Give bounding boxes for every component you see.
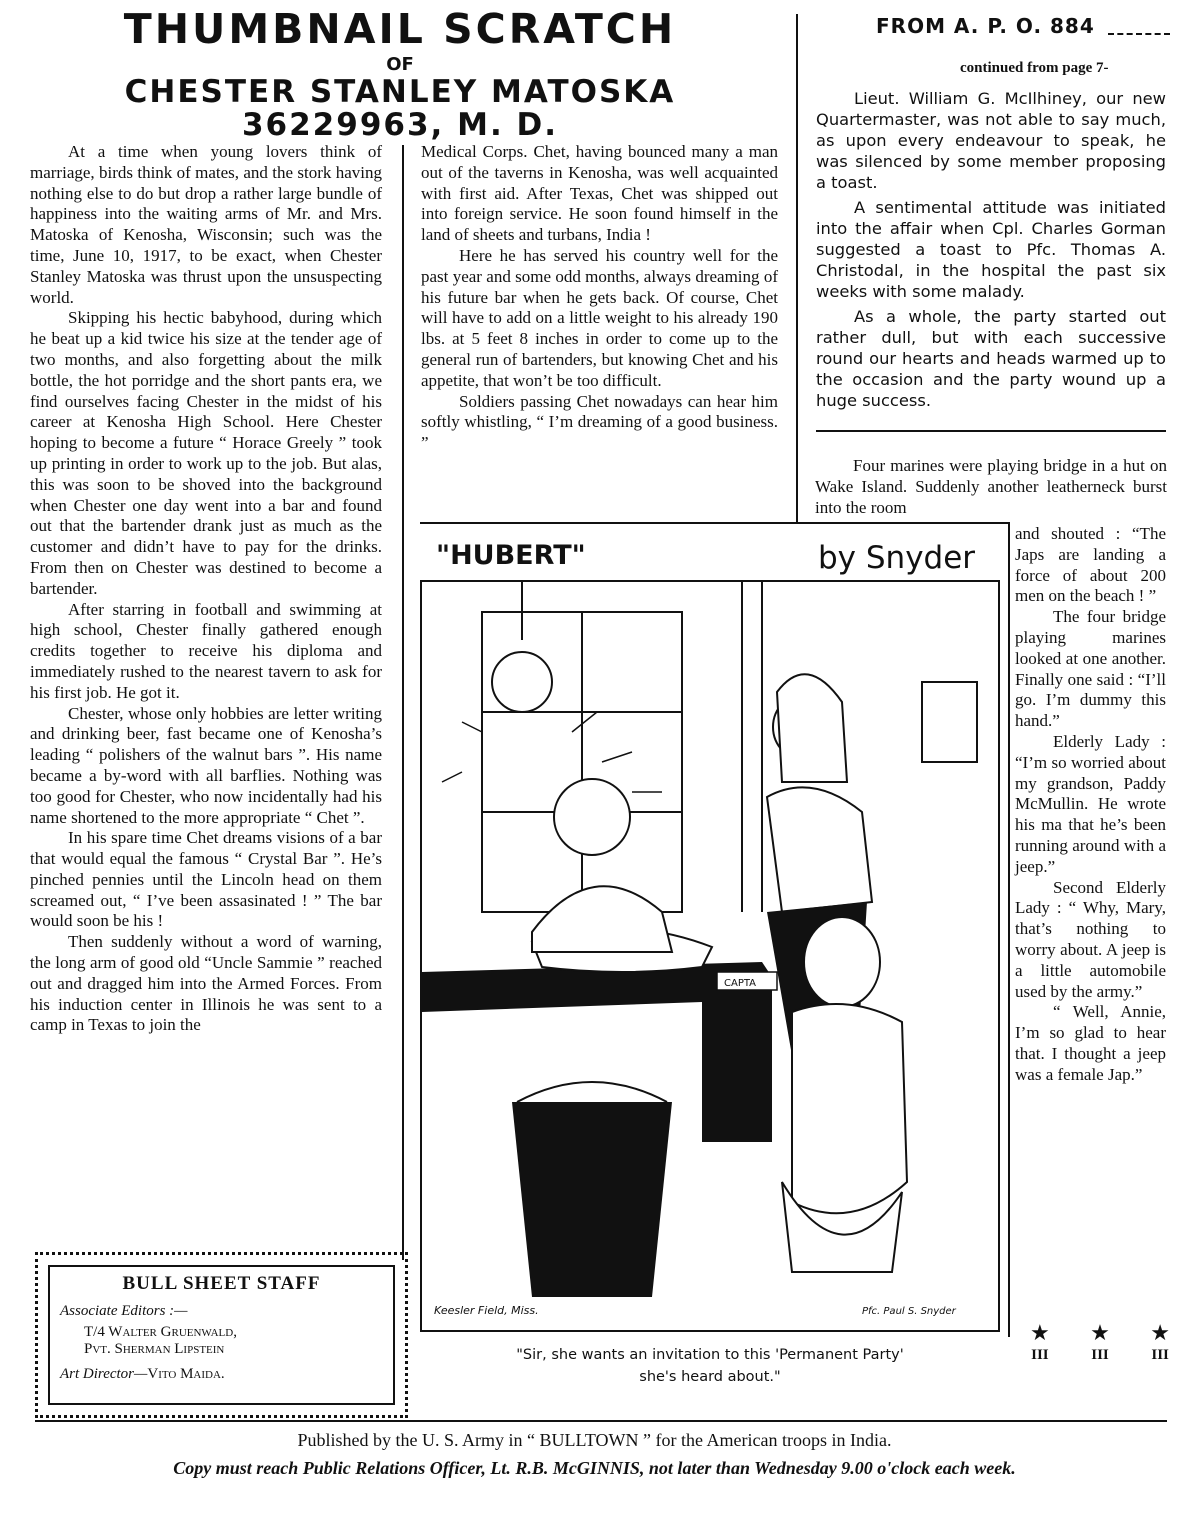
- bars-icon: III: [1151, 1347, 1169, 1363]
- col1-paragraph: At a time when young lovers think of marriage, birds think of mates, and the stork having nothing else to do but drop a rather large bundle of happiness into the waiting arms of Mr. and Mrs. Matoska of Kenosha, Wisconsin; such was the time, June 10, 1917, to be exact, when Chester Stanley Matoska was thrust upon the unsuspecting world.: [30, 142, 382, 307]
- staff-box: [35, 1252, 408, 1418]
- caption-line: she's heard about.": [639, 1369, 781, 1385]
- art-director-label: Art Director—: [60, 1366, 148, 1382]
- caption-line: "Sir, she wants an invitation to this 'Permanent Party': [516, 1347, 904, 1363]
- masthead-name: CHESTER STANLEY MATOSKA: [124, 74, 676, 110]
- art-director: [60, 1366, 393, 1383]
- cartoon-title: "HUBERT": [436, 540, 586, 571]
- col1-paragraph: Then suddenly without a word of warning, the long arm of good old “Uncle Sammie ” reached out and dragged him into the Armed Forces. From his induction center in Illinois he was sent to a camp in Texas to join the: [30, 932, 382, 1035]
- desk-sign: CAPTA: [724, 978, 757, 989]
- joke-paragraph: Elderly Lady : “I’m so worried about my grandson, Paddy McMullin. He wrote his ma that he’s been running around with a jeep.”: [1015, 731, 1166, 876]
- apo-paragraph: Lieut. William G. McIlhiney, our new Quartermaster, was not able to say much, as upon every endeavour to speak, he was silenced by some member proposing a toast.: [816, 89, 1166, 192]
- staff-box-inner: [48, 1265, 395, 1405]
- masthead-id: 36229963, M. D.: [241, 107, 559, 143]
- cartoon-side-rule: [1008, 522, 1010, 1337]
- associate-editors-label: Associate Editors :—: [60, 1303, 188, 1319]
- cartoon-byline: by Snyder: [818, 540, 976, 576]
- apo-text: [816, 88, 1166, 415]
- column-1: [30, 142, 382, 1036]
- masthead-title: THUMBNAIL SCRATCH: [123, 5, 677, 53]
- star-icon: ★: [1150, 1320, 1170, 1345]
- col2-paragraph: Soldiers passing Chet nowadays can hear him softly whistling, “ I’m dreaming of a good business. ”: [421, 391, 778, 453]
- footer-published: Published by the U. S. Army in “ BULLTOWN ” for the American troops in India.: [297, 1430, 892, 1450]
- cartoon-drawing: [422, 582, 998, 1330]
- star-group: [1090, 1322, 1110, 1366]
- footer-copy-deadline: Copy must reach Public Relations Officer, Lt. R.B. McGINNIS, not later than Wednesday 9.00 o'clock each week.: [173, 1458, 1016, 1478]
- joke-paragraph: “ Well, Annie, I’m so glad to hear that. I thought a jeep was a female Jap.”: [1015, 1002, 1166, 1084]
- col1-paragraph: Skipping his hectic babyhood, during which he beat up a kid twice his size at the tender age of two months, and also forgetting about the milk bottle, the hot porridge and the short pants era, we find ourselves facing Chester in the midst of his career at Kenosha High School. Here Chester hoping to become a future “ Horace Greely ” took up printing in order to work up to the job. But alas, this was soon to be shoved into the background when Chester one day went into a bar and found out that the bartender drank just as much as the customer and didn’t have to pay for the drinks. From then on Chester was destined to become a bartender.: [30, 308, 382, 598]
- cartoon-top-rule: [420, 522, 1010, 524]
- location-signature: Keesler Field, Miss.: [434, 1304, 539, 1317]
- artist-signature: Pfc. Paul S. Snyder: [862, 1306, 956, 1317]
- staff-heading: BULL SHEET STAFF: [122, 1273, 321, 1294]
- joke-paragraph: The four bridge playing marines looked at one another. Finally one said : “I’ll go. I’m dummy this hand.”: [1015, 607, 1166, 731]
- editor-name: T/4 Walter Gruenwald,: [84, 1324, 237, 1340]
- col1-paragraph: After starring in football and swimming at high school, Chester finally gathered enough credits together to receive his diploma and immediately rushed to the nearest tavern to ask for his first job. He got it.: [30, 599, 382, 702]
- apo-heading: FROM A. P. O. 884: [876, 14, 1095, 38]
- col1-paragraph: Chester, whose only hobbies are letter writing and drinking beer, fast became one of Kenosha’s leading “ polishers of the walnut bars ”. His name became a by-word with all barflies. Nothing was too good for Chester, who now incidentally had his name shortened to the more appropriate “ Chet ”.: [30, 703, 382, 827]
- apo-paragraph: As a whole, the party started out rather dull, but with each successive round our hearts and heads warmed up to the occasion and the party wound up a huge success.: [816, 307, 1166, 410]
- star-icon: ★: [1030, 1320, 1050, 1345]
- star-group: [1150, 1322, 1170, 1366]
- apo-dash: [1108, 33, 1170, 36]
- editor-name: Pvt. Sherman Lipstein: [84, 1341, 225, 1357]
- apo-rule: [816, 430, 1166, 432]
- footer-rule: [35, 1420, 1167, 1422]
- column-divider: [402, 145, 404, 1260]
- col2-paragraph: Here he has served his country well for the past year and some odd months, always dreaming of his future bar when he gets back. Of course, Chet will have to add on a little weight to his already 190 lbs. at 5 feet 8 inches in order to come up to the general run of bartenders, but knowing Chet and his appetite, that won’t be too difficult.: [421, 245, 778, 390]
- column-divider: [796, 14, 798, 522]
- joke-intro-paragraph: Four marines were playing bridge in a hut on Wake Island. Suddenly another leatherneck burst into the room: [815, 456, 1167, 517]
- col1-paragraph: In his spare time Chet dreams visions of a bar that would equal the famous “ Crystal Bar ”. He’s pinched pennies until the Lincoln head on them screamed out, “ I’ve been assasinated ! ” The bar would soon be his !: [30, 828, 382, 931]
- cartoon-illustration: [420, 580, 1000, 1332]
- star-icon: ★: [1090, 1320, 1110, 1345]
- star-group: [1030, 1322, 1050, 1366]
- column-2: [421, 142, 778, 454]
- joke-intro: [815, 456, 1167, 518]
- joke-paragraph: and shouted : “The Japs are landing a force of about 200 men on the beach ! ”: [1015, 524, 1166, 606]
- bars-icon: III: [1031, 1347, 1049, 1363]
- joke-narrow-column: [1015, 524, 1166, 1086]
- col2-paragraph: Medical Corps. Chet, having bounced many a man out of the taverns in Kenosha, was well acquainted with first aid. After Texas, Chet was shipped out into foreign service. He soon found himself in the land of sheets and turbans, India !: [421, 142, 778, 245]
- joke-paragraph: Second Elderly Lady : “ Why, Mary, that’s nothing to worry about. A jeep is a little automobile used by the army.”: [1015, 877, 1166, 1001]
- art-director-name: Vito Maida.: [147, 1366, 225, 1382]
- apo-paragraph: A sentimental attitude was initiated into the affair when Cpl. Charles Gorman suggested a toast to Pfc. Thomas A. Christodal, in the hospital the past six weeks with some malady.: [816, 198, 1166, 301]
- bars-icon: III: [1091, 1347, 1109, 1363]
- cartoon-caption: [430, 1344, 990, 1388]
- continued-note: continued from page 7-: [960, 60, 1109, 76]
- masthead-of: OF: [386, 54, 414, 75]
- stars-ornament: [1030, 1322, 1170, 1366]
